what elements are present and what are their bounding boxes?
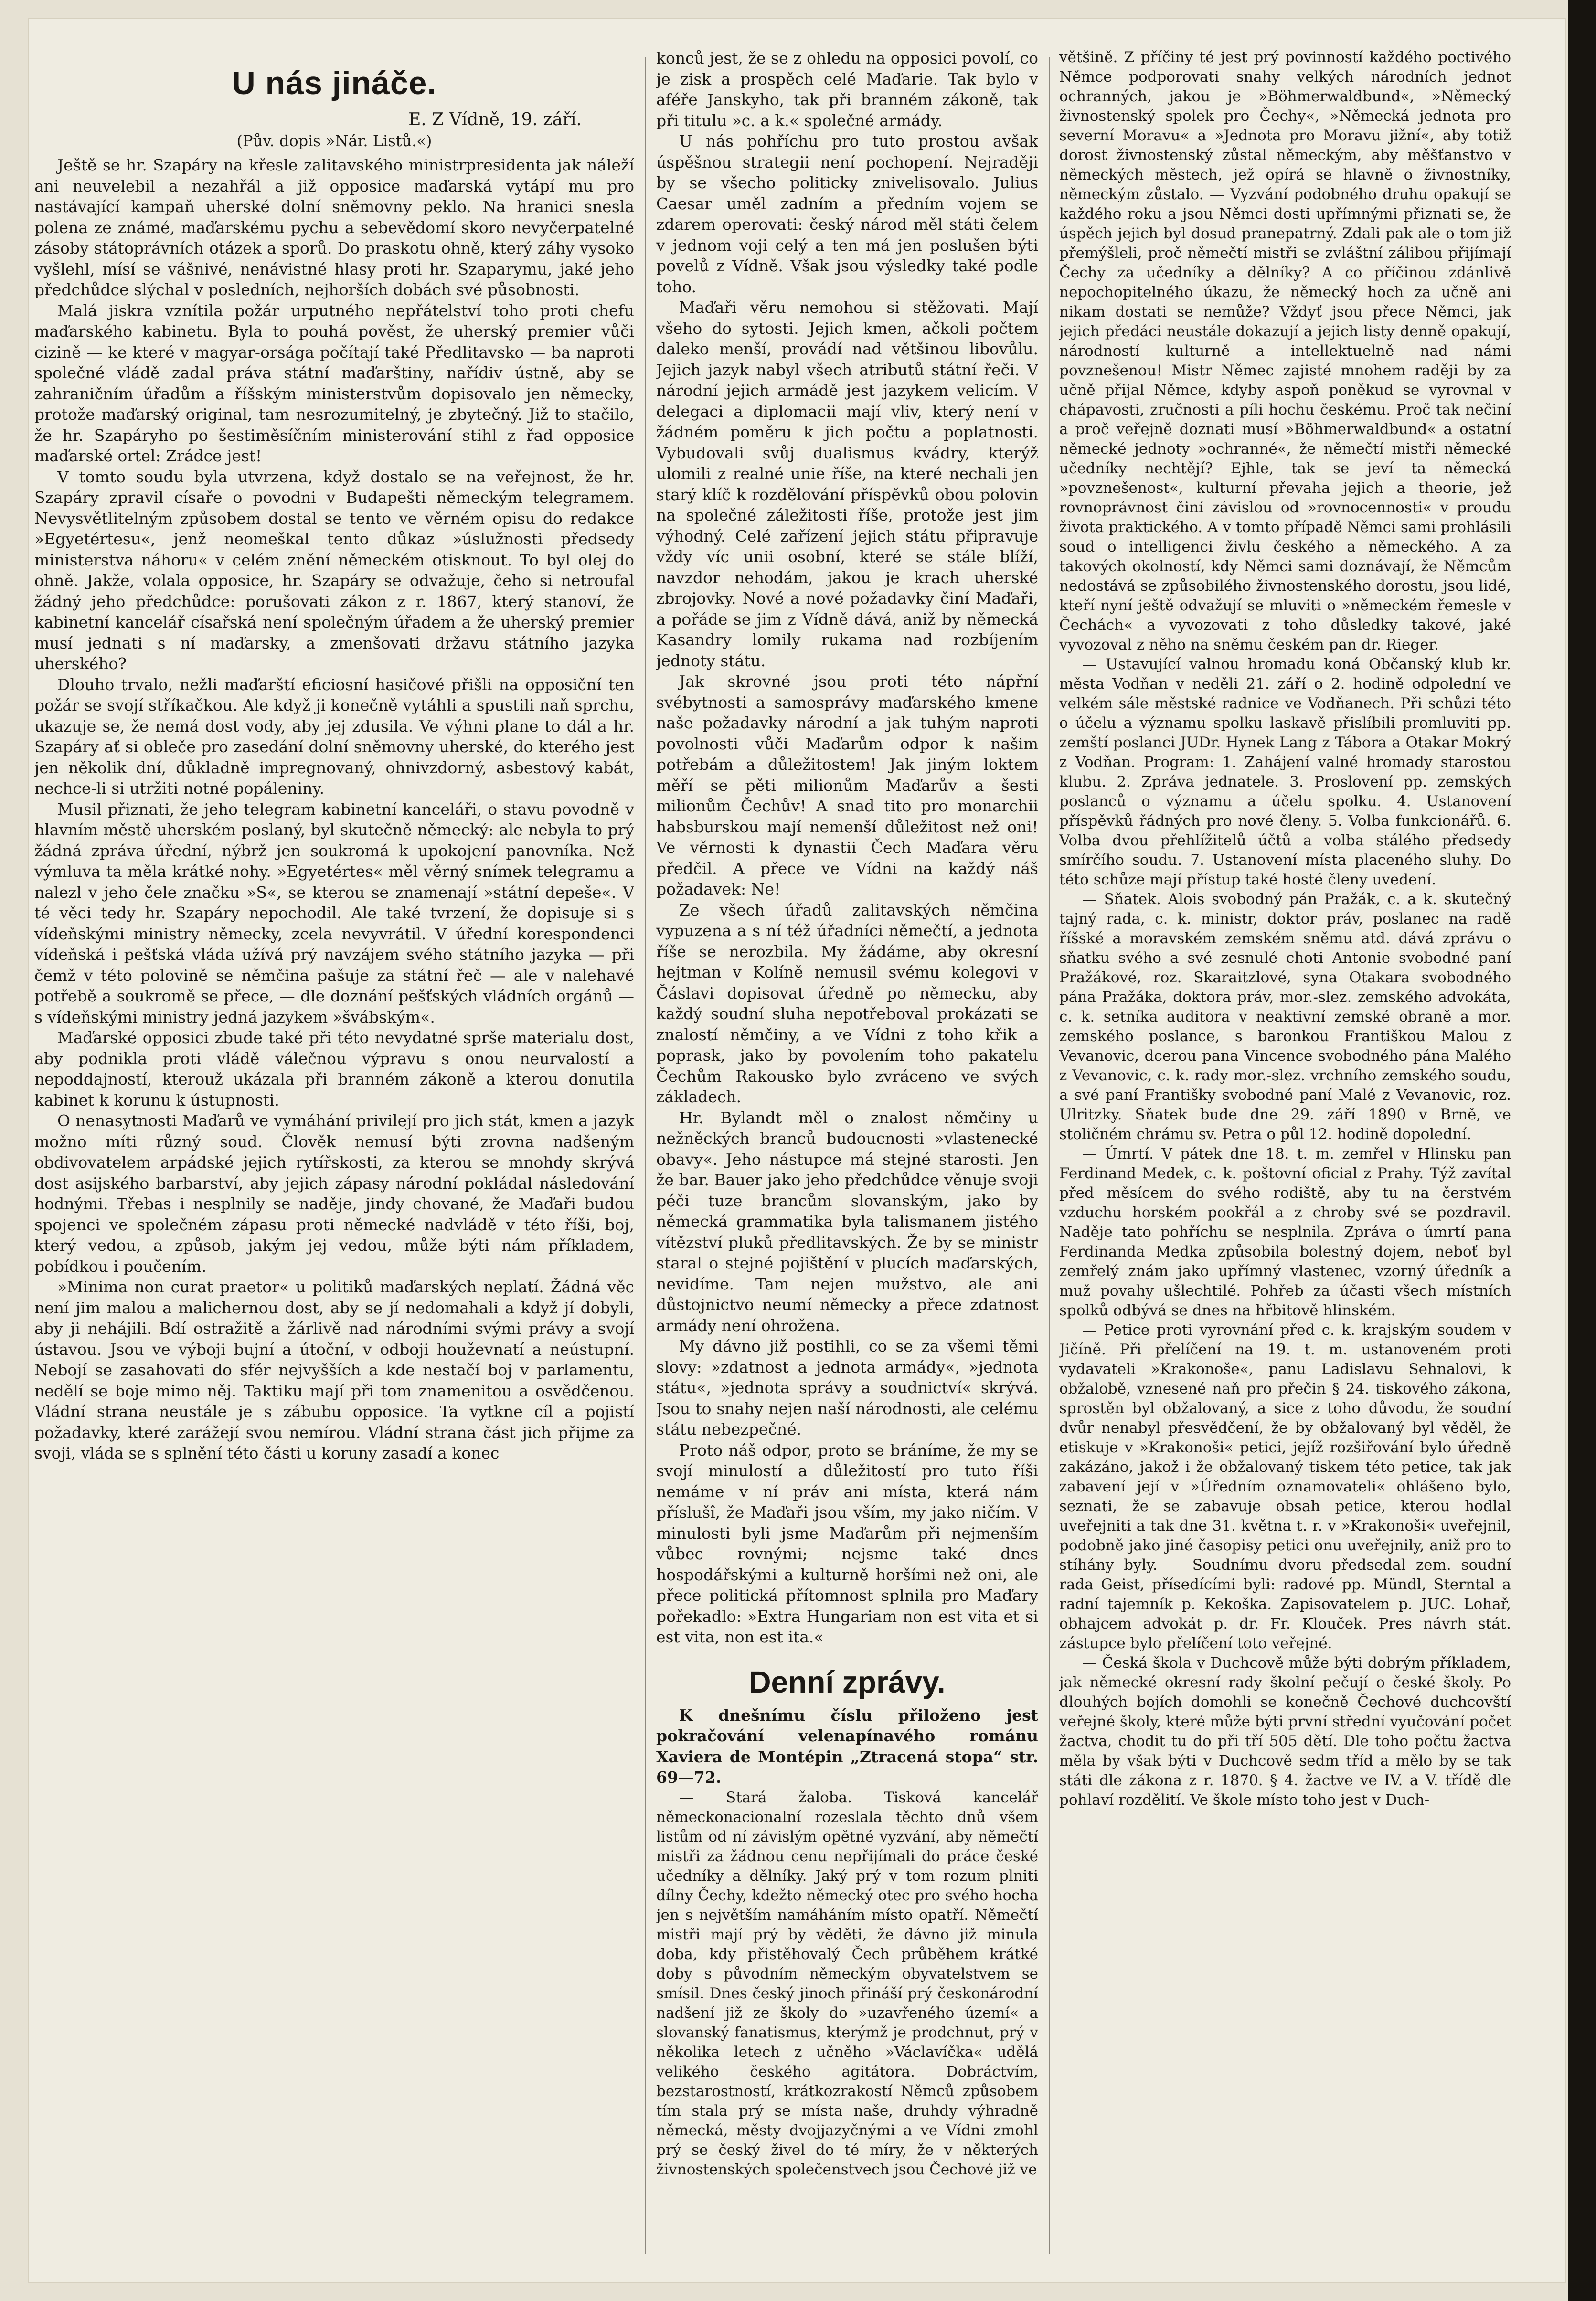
article-paragraph: My dávno již postihli, co se za všemi těmi slovy: »zdatnost a jednota armády«, »jednota státu«, »jednota správy a soudnictví« skrývá. Jsou to snahy nejen naší národnosti, ale celému státu nebezpečné.	[656, 1337, 1038, 1438]
article-byline: (Pův. dopis »Nár. Listů.«)	[236, 132, 432, 150]
article-paragraph: Ještě se hr. Szapáry na křesle zalitavského ministrpresidenta jak náleží ani neuvelebil a nezahřál a již opposice maďarská vytápí mu pro nastávající kampaň uherské dolní sněmovny peklo. Na hranici snesla polena ze známé, maďarskému pychu a sebevědomí skoro nevyčerpatelné zásoby státoprávních otázek a sporů. Do praskotu ohně, který záhy vysoko vyšlehl, mísí se vášnivé, nenávistné hlasy proti hr. Szaparymu, jaké jeho předchůdce slýchal v posledních, nejhorších dobách své působnosti.	[34, 156, 634, 299]
column-rule	[645, 57, 646, 2254]
news-item: — Česká škola v Duchcově může býti dobrým příkladem, jak německé okresní rady školní pečují o české školy. Po dlouhých bojích domohli se konečně Čechové duchcovští veřejné školy, které může býti první střední vyučování počet žactva, chodit tu do při tří 505 dětí. Dle toho počtu žactva měla by však býti v Duchcově sedm tříd a mělo by se tak státi dle zákona z r. 1870. § 4. žactve ve IV. a V. třídě dle pohlaví rozdělití. Ve škole místo toho jest v Duch-	[1059, 1654, 1511, 1809]
article-paragraph: Maďaři věru nemohou si stěžovati. Mají všeho do sytosti. Jejich kmen, ačkoli počtem daleko menší, provádí nad většinou libovůlu. Jejich jazyk nabyl všech atributů státní řeči. V národní jejich armádě jest jazykem velicím. V delegaci a diplomacii mají vliv, který není v žádném poměru k jich počtu a poplatnosti. Vybudovali svůj dualismus kvádry, kterýž ulomili z realné unie říše, na které nechali jen starý klíč k rozdělování příspěvků obou polovin na společné záležitosti říše, protože jest jim výhodný. Celé zařízení jejich státu připravuje vždy víc unii osobní, které se stále blíží, navzdor nehodám, jakou je krach uherské zbrojovky. Nové a nové požadavky činí Maďaři, a pořáde se jim z Vídně dává, aniž by německá Kasandry lomily rukama nad rozbíjením jednoty státu.	[656, 298, 1038, 670]
article-paragraph: konců jest, že se z ohledu na opposici povolí, co je zisk a prospěch celé Maďarie. Tak bylo v aféře Janskyho, tak při branném zákoně, tak při titulu »c. a k.« společné armády.	[656, 49, 1038, 130]
column-rule	[1049, 57, 1050, 2254]
article-paragraph: V tomto soudu byla utvrzena, když dostalo se na veřejnost, že hr. Szapáry zpravil císaře o povodni v Budapešti německým telegramem. Nevysvětlitelným způsobem dostal se tento ve věrném opisu do redakce »Egyetértesu«, jenž neomeškal tento důkaz »úslužnosti předsedy ministerstva náhoru« v celém znění německém otisknout. To byl olej do ohně. Jakže, volala opposice, hr. Szapáry se odvažuje, čeho si netroufal žádný jeho předchůdce: porušovati zákon z r. 1867, který stanoví, že kabinetní kancelář císařská není společným úřadem a že uherský premier musí jednati s ní maďarsky, a zmenšovati državu státního jazyka uherského?	[34, 467, 634, 673]
article-paragraph: Maďarské opposici zbude také při této nevydatné sprše materialu dost, aby podnikla proti vládě válečnou výpravu s onou neurvalostí a nepoddajností, kterouž ukázala při branném zákoně a kterou donutila kabinet k korunu k ústupnosti.	[34, 1028, 634, 1109]
news-item: — Sňatek. Alois svobodný pán Pražák, c. a k. skutečný tajný rada, c. k. ministr, doktor práv, poslanec na radě říšské a moravském zemském sněmu atd. dává zprávu o sňatku svého a své zesnulé choti Antonie svobodné paní Pražákové, roz. Skaraitzlové, syna Otakara svobodného pána Pražáka, doktora práv, mor.-slez. zemského advokáta, c. k. setníka auditora v neaktivní zemské obraně a mor. zemského poslance, s baronkou Františkou Malou z Vevanovic, dcerou pana Vincence svobodného pána Malého z Vevanovic, c. k. rady mor.-slez. vrchního zemského soudu, a své paní Františky svobodné paní Malé z Vevanovic, roz. Ulritzky. Sňatek bude dne 29. září 1890 v Brně, ve stoličném chrámu sv. Petra o půl 12. hodině dopolední.	[1059, 891, 1511, 1143]
article-paragraph: Ze všech úřadů zalitavských němčina vypuzena a s ní též úřadníci němečtí, a jednota říše se nerozbila. My žádáme, aby okresní hejtman v Kolíně nemusil svému kolegovi v Čáslavi dopisovat úředně po německu, aby každý soudní sluha nepotřeboval prokázati se znalostí němčiny, a ve Vídni z toho křik a poprask, jako by povolením toho pakatelu Čechům Rakousko bylo zvráceno ve svých základech.	[656, 900, 1038, 1106]
article-paragraph: Malá jiskra vznítila požár urputného nepřátelství toho proti chefu maďarského kabinetu. Byla to pouhá pověst, že uherský premier vůči cizině — ke které v magyar-orsága počítají také Předlitavsko — ba naproti společné vládě zadal práva státní maďarštiny, nařídiv ústně, aby se zahraničním úřadům a říšským ministerstvům dopisovalo jen německy, protože maďarský original, tam nesrozumitelný, je zbytečný. Již to stačilo, že hr. Szapáryho po šestiměsíčním ministerování stihl z řad opposice maďarské ortel: Zrádce jest!	[34, 301, 634, 465]
article-paragraph: Proto náš odpor, proto se bráníme, že my se svojí minulostí a důležitostí pro tuto říši nemáme v ní práv ani místa, která nám příslušî, že Maďaři jsou vším, my jako ničím. V minulosti byli jsme Maďarům při nejmenším vůbec rovnými; nejsme také dnes hospodářskými a kulturně horšími než oni, ale přece politická přítomnost splnila pro Maďary pořekadlo: »Extra Hungariam non est vita et si est vita, non est ita.«	[656, 1440, 1038, 1646]
article-paragraph: O nenasytnosti Maďarů ve vymáhání privilejí pro jich stát, kmen a jazyk možno míti různý soud. Člověk nemusí býti zrovna nadšeným obdivovatelem arpádské jejich rytířskosti, za kterou se mnohdy skrývá dost asijského barbarství, aby jejich zápasy národní pokládal následování hodnými. Třebas i nesplnily se naděje, jindy chované, že Maďaři budou spojenci ve společném zápasu proti německé nadvládě v této říši, boj, který vedou, a způsob, jakým jej vedou, může býti nám příkladem, pobídkou i poučením.	[34, 1111, 634, 1276]
article-paragraph: »Minima non curat praetor« u politiků maďarských neplatí. Žádná věc není jim malou a malichernou dost, aby se jí nedomahali a když jí dobyli, aby ji nehájili. Bdí ostražitě a žárlivě nad národními svými právy a svojí ústavou. Jsou ve výboji bujní a útoční, v odboji houževnatí a neústupní. Nebojí se zasahovati do sfér nejvyšších a kde nestačí boj v parlamentu, nedělí se boje mimo něj. Taktiku mají při tom znamenitou a osvědčenou. Vládní strana neustále je s zábubu opposice. Ta vytkne cíl a pojistí požadavky, které zarážejí svou nemírou. Vládní strana část jich přijme za svoji, vláda se s splnění této části u koruny zasadí a konec	[34, 1278, 634, 1462]
column-2	[656, 48, 1038, 2264]
article-paragraph: U nás pohříchu pro tuto prostou avšak úspěšnou strategii není pochopení. Nejraději by se všecho politicky znivelisovalo. Julius Caesar uměl zadním a předním vojem se zdarem operovati: český národ měl státi čelem v jednom voji celý a ten má jen poslušen býti povelů z Vídně. Však jsou výsledky také podle toho.	[656, 132, 1038, 296]
article-paragraph: Jak skrovné jsou proti této nápřní svébytnosti a samosprávy maďarského kmene naše požadavky národní a jak tuhým naproti povolnosti vůči Maďarům odpor k našim potřebám a důležitostem! Jak jiným loktem měří se pěti milionům Maďarův a šesti milionům Čechův! A snad tito pro monarchii habsburskou mají nemenší důležitost než oni! Ve věrnosti k dynastii Čech Maďara věru předčil. A přece ve Vídni na každý náš požadavek: Ne!	[656, 672, 1038, 898]
article-paragraph: Dlouho trvalo, nežli maďarští eficiosní hasičové přišli na opposiční ten požár se svojí stříkačkou. Ale když ji konečně vytáhli a spustili naň sprchu, ukazuje se, že nemá dost vody, aby jej zdusila. Ve výhni plane to dál a hr. Szapáry ať si obleče pro zasedání dolní sněmovny uherské, do kterého jest jen několik dní, důkladně impregnovaný, ohnivzdorný, asbestový kabát, nechce-li si utržiti notné popáleniny.	[34, 675, 634, 798]
article-paragraph: Musil přiznati, že jeho telegram kabinetní kanceláři, o stavu povodně v hlavním městě uherském poslaný, byl skutečně německý: ale nebyla to prý žádná zpráva úřední, nýbrž jen soukromá k upokojení panovníka. Než výmluva ta měla krátké nohy. »Egyetértes« měl věrný snímek telegramu a nalezl v jeho čele značku »S«, se kterou se znamenají »státní depeše«. V té věci tedy hr. Szapáry nepochodil. Ale také tvrzení, že dopisuje si s vídeňskými ministry německy, zcela nevyvrátil. V úřední korespondenci vídeňská i pešťská vláda užívá prý navzájem svého státního jazyka — při čemž v této polovině se němčina pašuje za státní řeč — ale v nalehavé potřebě a soukromě se přece, — dle doznání pešťských vládních orgánů — s vídeňskými ministry jedná jazykem »švábským«.	[34, 799, 634, 1026]
article-dateline: E. Z Vídně, 19. září.	[408, 110, 582, 129]
section-title: Denní zprávy.	[749, 1664, 946, 1699]
article-paragraph: Hr. Bylandt měl o znalost němčiny u nežněckých branců budoucnosti »vlastenecké obavy«. Jeho nástupce má stejné starosti. Jen že bar. Bauer jako jeho předchůdce věnuje svoji péči tuze brancům slovanským, jako by německá grammatika byla talismanem jistého vítězství pluků předlitavských. Že by se ministr staral o stejné pojištění v plucích maďarských, nevidíme. Tam nejen mužstvo, ale ani důstojnictvo neumí německy a přece zdatnost armády není ohrožena.	[656, 1108, 1038, 1335]
news-item: — Úmrtí. V pátek dne 18. t. m. zemřel v Hlinsku pan Ferdinand Medek, c. k. poštovní oficial z Prahy. Týž zavítal před měsícem do svého rodiště, aby tu na čerstvém vzduchu horském pookřál a z chroby své se pozdravil. Naděje tato pohříchu se nesplnila. Zpráva o úmrtí pana Ferdinanda Medka způsobila bolestný dojem, neboť byl zemřelý znám jako upřímný vlastenec, vzorný úředník a muž povahy ušlechtilé. Pohřeb za účasti všech místních spolků odbývá se dnes na hřbitově hlinském.	[1059, 1145, 1511, 1319]
column-1	[34, 48, 634, 2264]
news-item: většině. Z příčiny té jest prý povinností každého poctivého Němce podporovati snahy velkých národních jednot ochranných, jakou je »Böhmerwaldbund«, »Německý živnostenský spolek pro Čechy«, »Německá jednota pro severní Moravu« a »Jednota pro Moravu jižní«, aby totiž dorost živnostenský zůstal německým, aby měšťanstvo v německých městech, jež opírá se hlavně o živnostníky, německým zůstalo. — Vyzvání podobného druhu opakují se každého roku a jsou Němci dosti upřímnými přiznati se, že úspěch jejich byl dosud pranepatrný. Zdali pak ale o tom již přemýšleli, proč němečtí mistři se zvláštní zálibou přijímají Čechy za učedníky a dělníky? A co příčinou zdánlivě nepochopitelného úkazu, že německý hoch za učně ani nikam dostati se nemůže? Vždyť jsou přece Němci, jak jejich předáci neustále dokazují a jejich listy denně opakují, národností kulturně a intellektuelně nad námi povznešenou! Mistr Němec zajisté mnohem raději by za učně přijal Němce, kdyby aspoň poněkud se vyrovnal v chápavosti, zručnosti a píli hochu českému. Proč tak nečiní a proč veřejně doznati musí »Böhmerwaldbund« a ostatní německé jednoty »ochranné«, že němečtí mistři německé učedníky nechtějí? Ejhle, tak se jeví ta německá »povznešenost«, kulturní převaha jejich a theorie, jež rovnoprávnost činí závislou od »rovnocennosti« v proudu života praktického. A v tomto případě Němci sami prohlásili soud o intelligenci živlu českého a německého. A za takových okolností, kdy Němci sami doznávají, že Němcům nedostává se způsobilého živnostenského dorostu, jsou lidé, kteří nyní ještě odvažují se mluviti o »německém řemesle v Čechách« a vyvozovati z toho důsledky takové, jaké vyvozoval z něho na sněmu českém pan dr. Rieger.	[1059, 49, 1511, 653]
news-item: — Ustavující valnou hromadu koná Občanský klub kr. města Vodňan v neděli 21. září o 2. hodině odpolední ve velkém sále městské radnice ve Vodňanech. Při schůzi této o účelu a významu spolku laskavě přislíbili promluviti pp. zemští poslanci JUDr. Hynek Lang z Tábora a Otakar Mokrý z Vodňan. Program: 1. Zahájení valné hromady starostou klubu. 2. Zpráva jednatele. 3. Proslovení pp. zemských poslanců o významu a účelu spolku. 4. Ustanovení příspěvků řádných pro nové členy. 5. Volba funkcionářů. 6. Volba dvou přehlížitelů účtů a volba stálého předsedy smírčího soudu. 7. Ustanovení místa placeného sluhy. Do této schůze mají přístup také hosté členy uvedení.	[1059, 656, 1511, 888]
article-headline: U nás jináče.	[232, 65, 437, 101]
news-item: K dnešnímu číslu přiloženo jest pokračování velenapínavého románu Xaviera de Montépin „Ztracená stopa“ str. 69—72.	[656, 1705, 1038, 1787]
news-item: — Petice proti vyrovnání před c. k. krajským soudem v Jičíně. Při přelíčení na 19. t. m. ustanoveném proti vydavateli »Krakonoše«, panu Ladislavu Sehnalovi, k obžalobě, vznesené naň pro přečin § 24. tiskového zákona, sprostěn byl obžalovaný, a sice z toho důvodu, že soudní dvůr nenabyl přesvědčení, že by obžalovaný byl věděl, že etiskuje v »Krakonoši« petici, jejíž rozšiřování bylo úředně zakázáno, jakož i že obžalovaný tiskem této petice, tak jak zabavení její v »Úředním oznamovateli« ohlášeno bylo, seznati, že se zabavuje obsah petice, kterou hodlal uveřejniti a tak dne 31. května t. r. v »Krakonoši« uveřejnil, podobně jako jiné časopisy petici onu uveřejnily, aniž pro to stíhány byly. — Soudnímu dvoru předsedal zem. soudní rada Geist, přísedícími byli: radové pp. Mündl, Sterntal a radní tajemník p. Kekoška. Zapisovatelem p. JUC. Lohař, obhajcem advokát p. dr. Fr. Klouček. Pres návrh stát. zástupce bylo přelíčení toto veřejné.	[1059, 1321, 1511, 1652]
scan-edge	[1568, 0, 1596, 2301]
column-3	[1059, 48, 1511, 2264]
news-item: — Stará žaloba. Tisková kancelář německonacionalní rozeslala těchto dnů všem listům od ní závislým opětné vyzvání, aby němečtí mistři za žádnou cenu nepřijímali do práce české učedníky a dělníky. Jaký prý v tom rozum plniti dílny Čechy, kdežto německý otec pro svého hocha jen s největším namáháním místo opatří. Němečtí mistři mají prý by věděti, že dávno již minula doba, kdy přistěhovalý Čech průběhem krátké doby s původním německým obyvatelstvem se smísil. Dnes český jinoch přináší prý českonárodní nadšení již ze školy do »uzavřeného území« a slovanský fanatismus, kterýmž je prodchnut, prý v několika letech z učněho »Václavíčka« udělá velikého českého agitátora. Dobráctvím, bezstarostností, krátkozrakostí Němců způsobem tím stala prý se místa naše, druhdy výhradně německá, městy dvojjazyčnými a ve Vídni zmohl prý se český živel do té míry, že v některých živnostenských společenstvech jsou Čechové již ve	[656, 1789, 1038, 2178]
